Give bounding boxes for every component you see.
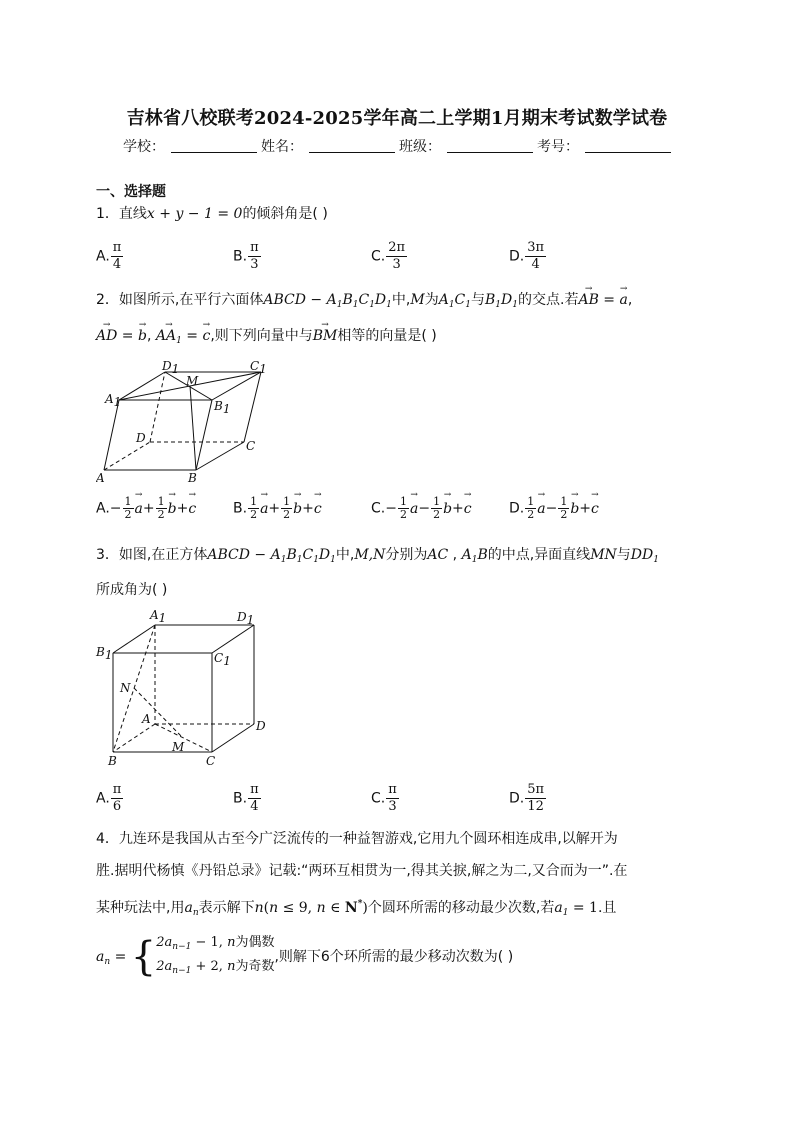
question-4-line2: 胜.据明代杨慎《丹铅总录》记载:“两环互相贯为一,得其关捩,解之为二,又合而为一”.在	[96, 863, 628, 879]
q1-equation: x + y − 1 = 0	[146, 206, 243, 222]
label-C: C	[246, 439, 256, 453]
class-label: 班级：	[399, 139, 441, 155]
label-D1: D1	[237, 610, 255, 627]
label-B1: B1	[214, 399, 231, 416]
question-4-line4: $a_n$ = { $2a_{n-1} - 1$, n为偶数 $2a_{n-1} + 2$, n为奇数 ,则解下6个环所需的最少移动次数为( )	[96, 934, 514, 980]
label-A1: A1	[105, 392, 122, 409]
q1-option-b[interactable]: B. $\frac{\pi}{3}$	[233, 240, 259, 272]
question-2-line2: → AD = → b, → $AA_1$ = → c,则下列向量中与→ BM相等的向量是( )	[96, 325, 437, 352]
q3-option-b[interactable]: B. $\frac{\pi}{4}$	[233, 782, 259, 814]
q3-option-c[interactable]: C. $\frac{\pi}{3}$	[371, 782, 397, 814]
q2-option-c[interactable]: C.− $\frac{1}{2}$ → a− $\frac{1}{2}$ → b+→ c	[371, 496, 472, 521]
student-info-line	[123, 136, 675, 156]
name-blank[interactable]	[309, 138, 395, 153]
school-blank[interactable]	[171, 138, 257, 153]
q1-option-c[interactable]: C. $\frac{2\pi}{3}$	[371, 240, 406, 272]
parallelepiped-figure	[96, 360, 271, 485]
q2-option-a[interactable]: A.− $\frac{1}{2}$ → a+ $\frac{1}{2}$ → b+→ c	[96, 496, 196, 521]
q3-option-a[interactable]: A. $\frac{\pi}{6}$	[96, 782, 122, 814]
section-heading: 一、选择题	[96, 184, 166, 200]
q3-option-d[interactable]: D. $\frac{5\pi}{12}$	[509, 782, 545, 814]
q1-option-d[interactable]: D. $\frac{3\pi}{4}$	[509, 240, 545, 272]
number-label: 考号：	[537, 139, 579, 155]
label-A1: A1	[150, 608, 167, 625]
question-2-line1: 2．如图所示,在平行六面体ABCD − $A_1B_1C_1D_1$中,M为$A_1C_1$与$B_1D_1$的交点.若→ AB = → a,	[96, 289, 632, 316]
q2-option-b[interactable]: B. $\frac{1}{2}$ → a+ $\frac{1}{2}$ → b+→ c	[233, 496, 322, 521]
label-C1: C1	[250, 360, 267, 376]
label-D1: D1	[162, 360, 180, 376]
label-D: D	[136, 431, 146, 445]
number-blank[interactable]	[585, 138, 671, 153]
q1-text: 1．直线	[96, 206, 147, 222]
cube-figure	[94, 606, 269, 771]
label-A: A	[142, 712, 151, 726]
question-4-line3: 某种玩法中,用$a_n$表示解下n(n ≤ 9, n ∈ N*)个圆环所需的移动最少次数,若$a_1 = 1$.且	[96, 899, 617, 918]
q2-option-d[interactable]: D. $\frac{1}{2}$ → a− $\frac{1}{2}$ → b+→ c	[509, 496, 599, 521]
class-blank[interactable]	[447, 138, 533, 153]
q1-option-a[interactable]: A. $\frac{\pi}{4}$	[96, 240, 122, 272]
label-C1: C1	[214, 651, 231, 668]
q1-tail: 的倾斜角是( )	[242, 206, 328, 222]
label-M: M	[172, 740, 185, 754]
question-3-line1: 3．如图,在正方体ABCD − $A_1B_1C_1D_1$中,M,N分别为AC , $A_1B$的中点,异面直线MN与$DD_1$	[96, 547, 659, 565]
question-4-line1: 4．九连环是我国从古至今广泛流传的一种益智游戏,它用九个圆环相连成串,以解开为	[96, 831, 618, 847]
label-M: M	[186, 374, 199, 388]
label-B1: B1	[96, 645, 113, 662]
label-A: A	[96, 471, 105, 485]
label-D: D	[256, 719, 266, 733]
question-1	[96, 203, 328, 225]
school-label: 学校：	[123, 139, 165, 155]
label-C: C	[206, 754, 216, 768]
name-label: 姓名：	[261, 139, 303, 155]
page-title: 吉林省八校联考2024-2025学年高二上学期1月期末考试数学试卷	[126, 108, 668, 129]
label-B: B	[188, 471, 197, 485]
label-N: N	[120, 681, 131, 695]
question-3-line2: 所成角为( )	[96, 582, 168, 598]
label-B: B	[108, 754, 117, 768]
